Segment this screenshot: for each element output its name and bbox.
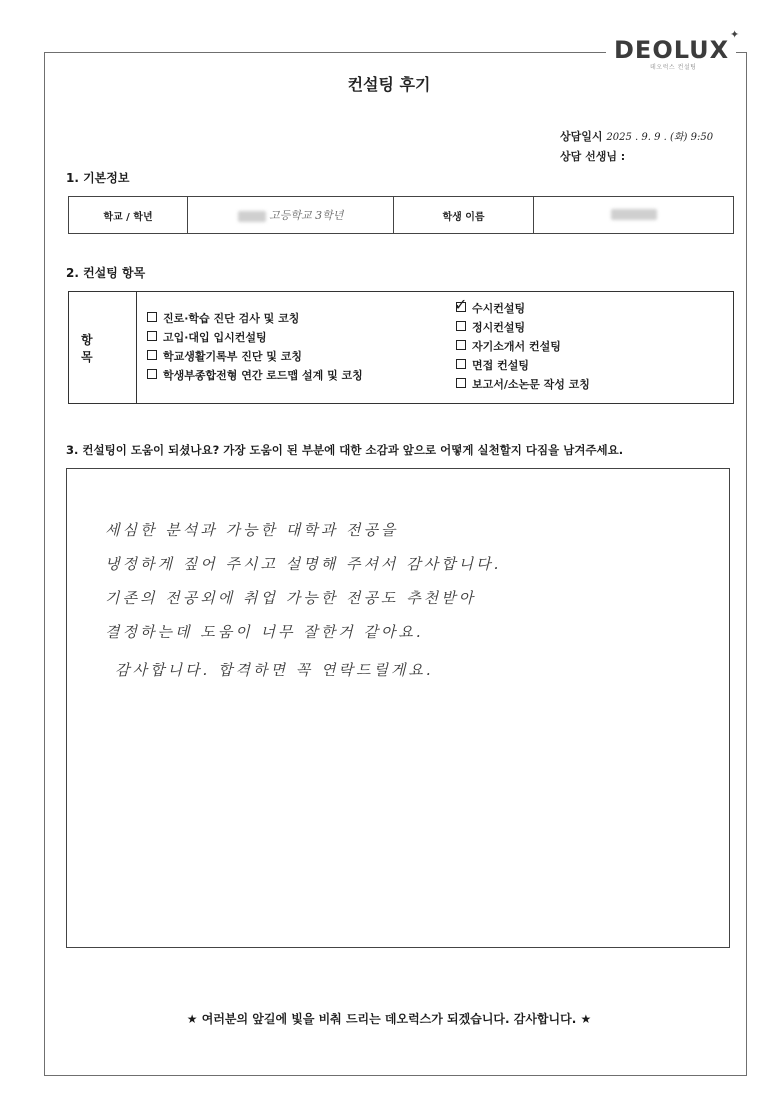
checkbox-checked[interactable] xyxy=(454,295,468,314)
section-items-heading: 2. 컨설팅 항목 xyxy=(66,266,146,280)
list-item-checked[interactable]: ✓ 수시컨설팅 xyxy=(454,295,526,315)
checkbox[interactable] xyxy=(456,378,466,388)
answer-line: 감사합니다. 합격하면 꼭 연락드릴게요. xyxy=(115,661,434,679)
consult-teacher-label: 상담 선생님 : xyxy=(560,150,626,163)
school-grade-label: 학교 / 학년 xyxy=(69,197,188,234)
feedback-answer-box[interactable] xyxy=(66,468,730,948)
list-item[interactable]: 진로·학습 진단 검사 및 코칭 xyxy=(147,309,363,328)
checkbox[interactable] xyxy=(147,312,157,322)
basic-info-table xyxy=(68,196,734,234)
items-row-label: 항 목 xyxy=(69,292,137,403)
page-title: 컨설팅 후기 xyxy=(347,75,431,94)
brand-tagline: 데오럭스 컨설팅 xyxy=(650,64,697,71)
checkbox[interactable] xyxy=(147,331,157,341)
school-grade-text: 고등학교 3학년 xyxy=(269,209,344,222)
answer-line: 기존의 전공외에 취업 가능한 전공도 추천받아 xyxy=(105,589,477,607)
list-item[interactable]: 보고서/소논문 작성 코칭 xyxy=(456,375,590,394)
consult-date-value: 2025 . 9. 9 . (화) 9:50 xyxy=(606,132,714,143)
consult-date xyxy=(560,128,713,144)
feedback-question: 3. 컨설팅이 도움이 되셨나요? 가장 도움이 된 부분에 대한 소감과 앞으로 어떻게 실천할지 다짐을 남겨주세요. xyxy=(66,443,624,457)
consulting-items-box xyxy=(68,291,734,404)
checkbox[interactable] xyxy=(456,340,466,350)
list-item[interactable]: 면접 컨설팅 xyxy=(456,356,590,375)
list-item[interactable]: 학생부종합전형 연간 로드맵 설계 및 코칭 xyxy=(147,366,363,385)
footer-message: ★ 여러분의 앞길에 빛을 비춰 드리는 데오럭스가 되겠습니다. 감사합니다. ★ xyxy=(186,1012,592,1026)
answer-line: 세심한 분석과 가능한 대학과 전공을 xyxy=(105,521,399,539)
answer-line: 냉정하게 짚어 주시고 설명해 주셔서 감사합니다. xyxy=(105,555,502,573)
student-name-value xyxy=(534,197,734,234)
list-item[interactable]: 정시컨설팅 xyxy=(456,318,590,337)
brand-logo: DEOLUX xyxy=(614,36,730,64)
section-basic-info-heading: 1. 기본정보 xyxy=(66,171,130,185)
left-items-list xyxy=(147,309,363,385)
sparkle-icon: ✦ xyxy=(730,28,740,41)
checkbox[interactable] xyxy=(147,350,157,360)
checkbox[interactable] xyxy=(147,369,157,379)
answer-line: 결정하는데 도움이 너무 잘한거 같아요. xyxy=(105,623,424,641)
list-item[interactable]: 자기소개서 컨설팅 xyxy=(456,337,590,356)
redacted-name xyxy=(611,209,657,220)
list-item[interactable]: 고입·대입 입시컨설팅 xyxy=(147,328,363,347)
student-name-label: 학생 이름 xyxy=(394,197,534,234)
checkbox[interactable] xyxy=(456,359,466,369)
right-items-list xyxy=(454,295,590,394)
school-grade-value xyxy=(188,197,394,234)
checkmark-icon: ✓ xyxy=(454,295,468,314)
list-item[interactable]: 학교생활기록부 진단 및 코칭 xyxy=(147,347,363,366)
redacted-school xyxy=(238,211,266,222)
checkbox[interactable] xyxy=(456,321,466,331)
consult-date-label: 상담일시 xyxy=(560,130,603,143)
